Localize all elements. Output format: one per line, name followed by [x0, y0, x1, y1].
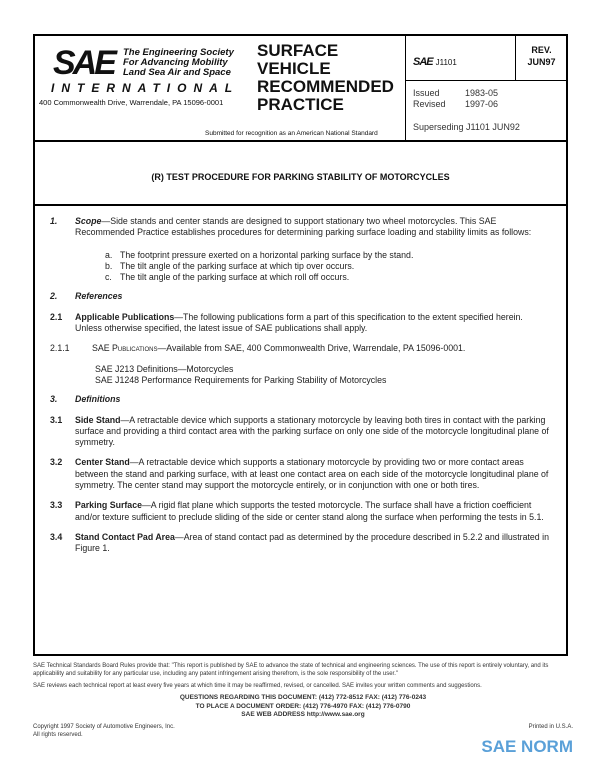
- document-body: [35, 208, 566, 555]
- section-text: —Side stands and center stands are designed to support stationary two wheel motorcycles. This SAE Recommended Practice establishes procedures for determining parking surface loading and stability limits as follows:: [75, 216, 532, 238]
- section-heading: SAE Publications: [92, 343, 158, 354]
- section-text: The tilt angle of the parking surface at which tip over occurs.: [120, 260, 355, 271]
- section-ref: [35, 364, 566, 375]
- section-heading: References: [75, 291, 123, 302]
- footer: [33, 662, 573, 763]
- section-heading: Center Stand: [75, 457, 130, 468]
- copyright: Copyright 1997 Society of Automotive Engineers, Inc. All rights reserved.: [33, 723, 175, 738]
- sae-logo: SAE: [53, 44, 114, 82]
- section-number: 2.: [50, 291, 58, 302]
- standards-rules: SAE Technical Standards Board Rules provide that: "This report is published by SAE to advance the state of technical and engineering sciences. The use of this report is entirely voluntary, and its applicability and suitability for any particular use, including any patent infringement arising therefrom, is the sole responsibility of the user.": [33, 663, 549, 677]
- section-number: 3.2: [50, 457, 63, 468]
- section-a: [35, 250, 566, 261]
- section-text: —A retractable device which supports a stationary motorcycle by leaving both tires in contact with the parking surface and providing a third contact area with the parking surface on only one side of the motorcycle longitudinal plane of symmetry.: [75, 414, 549, 448]
- section-3-1: [35, 415, 566, 449]
- section-heading: Parking Surface: [75, 500, 142, 511]
- section-3: [35, 394, 566, 405]
- international-label: INTERNATIONAL: [51, 81, 240, 95]
- section-heading: Stand Contact Pad Area: [75, 531, 175, 542]
- contact-info: QUESTIONS REGARDING THIS DOCUMENT: (412) 772-8512 FAX: (412) 776-0243 TO PLACE A DOCUMENT ORDER: (412) 776-4970 FAX: (412) 776-0790 SAE WEB ADDRESS http://www.sae.org: [179, 694, 427, 718]
- section-number: b.: [105, 260, 113, 271]
- section-text: —A retractable device which supports a stationary motorcycle by providing two or more contact areas between the stand and parking surface, with at least one contact area on each side of the motorcycle longitudinal plane of symmetry. The center stand may support the motorcycle entirely, or in conjunction with one or both tires.: [75, 457, 549, 491]
- document-frame: [33, 34, 568, 656]
- section-c: [35, 272, 566, 283]
- submitted-note: Submitted for recognition as an American National Standard: [205, 130, 378, 137]
- section-number: 2.1.1: [50, 343, 70, 354]
- section-text: SAE J1248 Performance Requirements for Parking Stability of Motorcycles: [95, 374, 387, 385]
- section-number: c.: [105, 272, 112, 283]
- section-heading: Side Stand: [75, 414, 121, 425]
- document-title: (R) TEST PROCEDURE FOR PARKING STABILITY OF MOTORCYCLES: [35, 142, 566, 206]
- section-b: [35, 261, 566, 272]
- section-number: 1.: [50, 216, 58, 226]
- printed-in: Printed in U.S.A.: [528, 723, 573, 730]
- section-2-1: [35, 312, 566, 335]
- issue-dates: Issued 1983-05 Revised 1997-06: [413, 88, 499, 109]
- section-text: —Area of stand contact pad as determined by the procedure described in 5.2.2 and illustrated in Figure 1.: [75, 531, 549, 554]
- section-number: a.: [105, 249, 113, 260]
- section-2-1-1: [35, 343, 566, 354]
- header: [35, 36, 566, 142]
- section-ref: [35, 375, 566, 386]
- section-heading: Definitions: [75, 394, 121, 405]
- document-type: SURFACE VEHICLE RECOMMENDED PRACTICE: [257, 41, 394, 114]
- section-3-4: [35, 532, 566, 555]
- sae-norm-watermark: SAE NORM: [481, 736, 573, 756]
- section-2: [35, 291, 566, 302]
- section-text: —A rigid flat plane which supports the tested motorcycle. The surface shall have a friction coefficient and/or texture sufficient to preclude sliding of the side or center stand along the surface when performing the tests in 5.1.: [75, 500, 544, 522]
- address: 400 Commonwealth Drive, Warrendale, PA 15096-0001: [39, 98, 224, 107]
- review-note: SAE reviews each technical report at least every five years at which time it may be reaffirmed, revised, or cancelled. SAE invites your written comments and suggestions.: [33, 683, 482, 689]
- section-number: 2.1: [50, 311, 63, 322]
- section-text: The tilt angle of the parking surface at which roll off occurs.: [120, 272, 350, 283]
- section-text: —The following publications form a part of this specification to the extent specified herein. Unless otherwise specified, the latest issue of SAE publications shall apply.: [75, 311, 523, 334]
- section-heading: Applicable Publications: [75, 311, 175, 322]
- section-heading: Scope: [75, 216, 102, 226]
- section-number: 3.1: [50, 414, 63, 425]
- section-3-3: [35, 500, 566, 523]
- society-tagline: The Engineering Society For Advancing Mobility Land Sea Air and Space: [123, 47, 234, 78]
- section-3-2: [35, 457, 566, 491]
- section-text: SAE J213 Definitions—Motorcycles: [95, 363, 234, 374]
- revision: REV. JUN97: [527, 45, 556, 67]
- superseding: Superseding J1101 JUN92: [413, 122, 520, 132]
- section-number: 3.: [50, 394, 58, 405]
- section-number: 3.3: [50, 500, 63, 511]
- section-text: —Available from SAE, 400 Commonwealth Drive, Warrendale, PA 15096-0001.: [157, 343, 466, 354]
- section-number: 3.4: [50, 531, 63, 542]
- section-1: [35, 216, 566, 239]
- document-number: SAE J1101: [413, 56, 457, 68]
- section-text: The footprint pressure exerted on a horizontal parking surface by the stand.: [120, 249, 414, 260]
